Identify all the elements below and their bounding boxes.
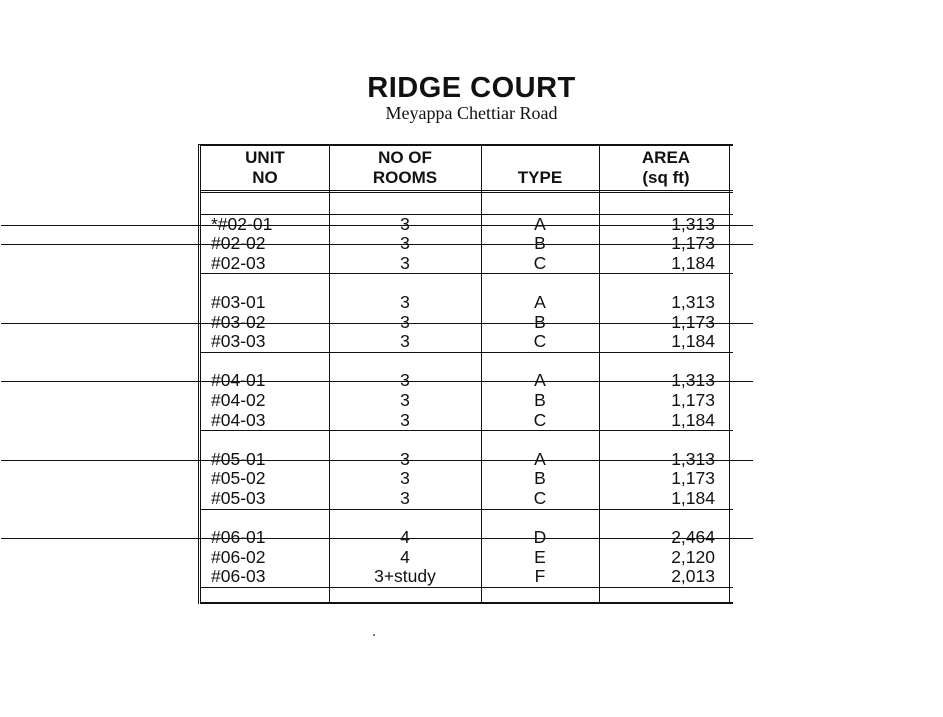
- area-cell: 1,184: [671, 409, 715, 430]
- unit-cell: #04-03: [211, 409, 266, 430]
- unit-cell: #02-03: [211, 252, 266, 273]
- unit-cell: #04-02: [211, 390, 266, 410]
- area-cell: 1,184: [671, 252, 715, 273]
- strikethrough-line: [201, 460, 733, 461]
- unit-cell: #06-02: [211, 546, 266, 567]
- rooms-cell: 3: [400, 233, 410, 254]
- header-area-line2: (sq ft): [642, 168, 690, 187]
- area-cell: 1,313: [671, 370, 715, 391]
- rooms-cell: 3: [400, 292, 410, 312]
- rooms-cell: 3: [400, 331, 410, 352]
- table-row: [201, 548, 733, 568]
- header-area-line1: AREA: [641, 148, 691, 167]
- table-header: [201, 146, 733, 190]
- rooms-cell: 3: [400, 370, 410, 391]
- rooms-cell: 3: [400, 409, 410, 430]
- rooms-cell: 3: [400, 213, 410, 234]
- header-type: [481, 146, 599, 190]
- row-divider: [201, 509, 733, 510]
- scan-speck: [373, 634, 375, 636]
- type-cell: E: [534, 546, 546, 567]
- type-cell: F: [534, 566, 546, 587]
- unit-cell: #03-01: [211, 292, 266, 312]
- header-unit-no: [201, 146, 329, 190]
- type-cell: B: [534, 390, 546, 410]
- rooms-cell: 4: [400, 527, 410, 548]
- header-rooms-line1: NO OF: [378, 148, 432, 167]
- rooms-cell: 3+study: [374, 566, 436, 587]
- table-row: [201, 215, 733, 235]
- rooms-cell: 3: [400, 252, 410, 273]
- area-cell: 1,173: [671, 390, 715, 410]
- type-cell: C: [533, 488, 547, 508]
- type-cell: B: [534, 311, 546, 332]
- unit-cell: #02-02: [211, 233, 266, 254]
- unit-cell: #05-03: [211, 488, 266, 508]
- table-row: [201, 567, 733, 587]
- area-cell: 1,173: [671, 311, 715, 332]
- unit-cell: #03-03: [211, 331, 266, 352]
- area-cell: 1,313: [671, 448, 715, 469]
- unit-cell: #05-01: [211, 448, 266, 469]
- rooms-cell: 3: [400, 311, 410, 332]
- row-divider: [201, 352, 733, 353]
- rooms-cell: 3: [400, 468, 410, 489]
- unit-cell: *#02-01: [211, 213, 273, 234]
- table-row: [201, 234, 733, 254]
- row-divider: [201, 273, 733, 274]
- strikethrough-line: [201, 323, 733, 324]
- type-cell: C: [533, 252, 547, 273]
- table-row: [201, 371, 733, 391]
- rooms-cell: 3: [400, 448, 410, 469]
- type-cell: A: [534, 448, 546, 469]
- type-cell: A: [534, 213, 546, 234]
- unit-cell: #03-02: [211, 311, 266, 332]
- area-cell: 1,184: [671, 488, 715, 508]
- header-type-label: TYPE: [517, 168, 563, 187]
- header-unit-line1: UNIT: [245, 148, 285, 167]
- table-row: [201, 411, 733, 431]
- type-cell: B: [534, 233, 546, 254]
- unit-cell: #06-03: [211, 566, 266, 587]
- area-cell: 2,120: [671, 546, 715, 567]
- header-rooms-line2: ROOMS: [372, 168, 438, 187]
- table-row: [201, 469, 733, 489]
- area-cell: 2,013: [671, 566, 715, 587]
- type-cell: B: [534, 468, 546, 489]
- table-row: [201, 528, 733, 548]
- unit-cell: #06-01: [211, 527, 266, 548]
- header-unit-line2: NO: [252, 168, 278, 187]
- area-cell: 1,184: [671, 331, 715, 352]
- strikethrough-line: [201, 244, 733, 245]
- table-row: [201, 332, 733, 352]
- document-subtitle: Meyappa Chettiar Road: [385, 103, 558, 123]
- table-row: [201, 313, 733, 333]
- unit-cell: #04-01: [211, 370, 266, 391]
- area-cell: 1,313: [671, 292, 715, 312]
- table-row: [201, 450, 733, 470]
- area-cell: 1,173: [671, 468, 715, 489]
- header-area: [599, 146, 733, 190]
- header-no-of-rooms: [329, 146, 481, 190]
- units-table: [198, 144, 733, 604]
- area-cell: 1,173: [671, 233, 715, 254]
- type-cell: C: [533, 409, 547, 430]
- strikethrough-line: [201, 538, 733, 539]
- unit-cell: #05-02: [211, 468, 266, 489]
- rooms-cell: 3: [400, 488, 410, 508]
- table-row: [201, 254, 733, 274]
- area-cell: 1,313: [671, 213, 715, 234]
- table-bottom-border: [201, 602, 733, 604]
- row-divider: [201, 430, 733, 431]
- row-divider: [201, 587, 733, 588]
- header-divider: [201, 192, 733, 193]
- type-cell: A: [534, 292, 546, 312]
- table-row: [201, 293, 733, 313]
- rooms-cell: 3: [400, 390, 410, 410]
- area-cell: 2,464: [671, 527, 715, 548]
- table-row: [201, 391, 733, 411]
- document-title: RIDGE COURT: [367, 72, 576, 104]
- rooms-cell: 4: [400, 546, 410, 567]
- type-cell: C: [533, 331, 547, 352]
- type-cell: D: [533, 527, 547, 548]
- table-row: [201, 489, 733, 509]
- strikethrough-line: [201, 225, 733, 226]
- header-divider: [201, 190, 733, 191]
- type-cell: A: [534, 370, 546, 391]
- strikethrough-line: [193, 381, 733, 382]
